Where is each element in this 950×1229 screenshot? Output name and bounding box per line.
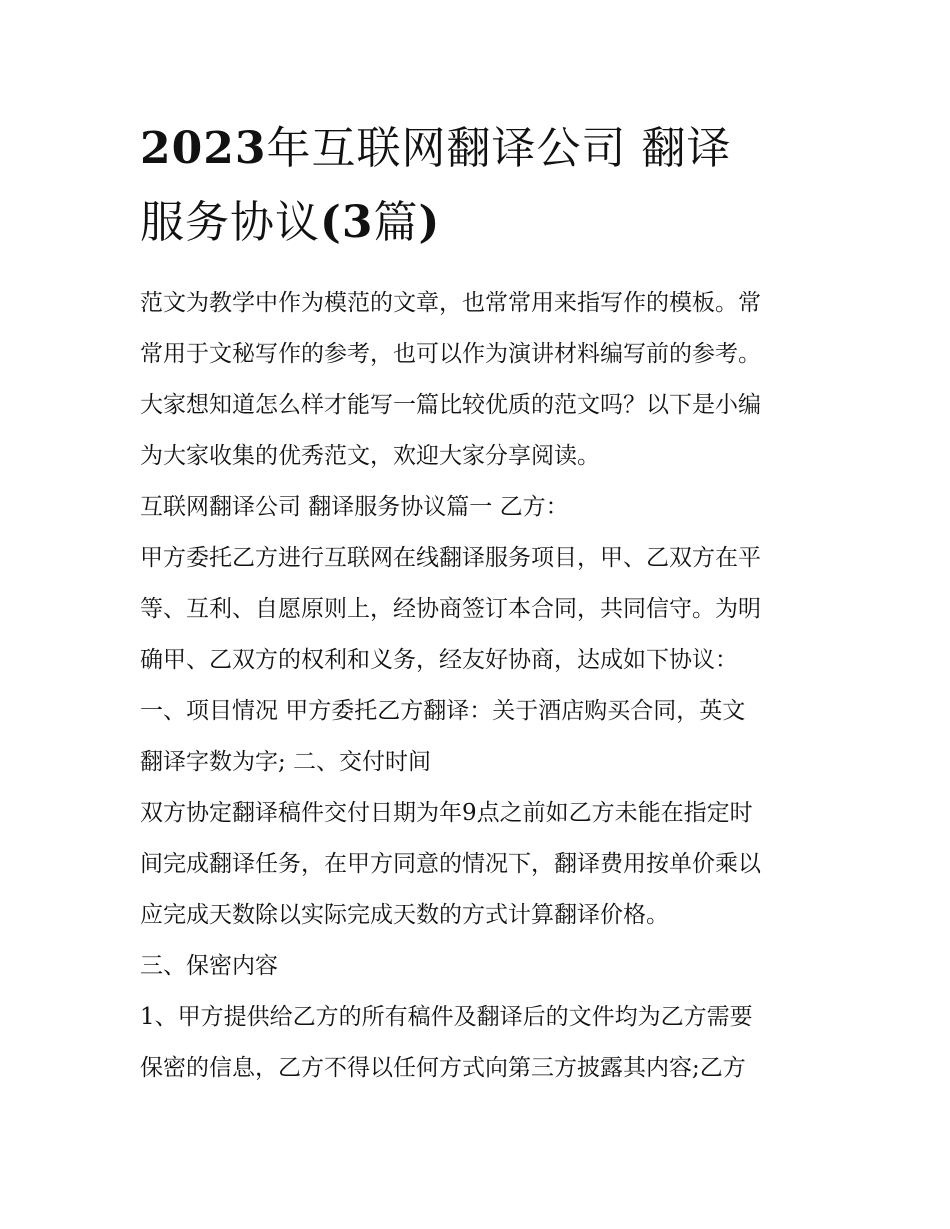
text-line: 三、保密内容	[140, 953, 278, 979]
body-paragraph	[140, 788, 820, 941]
section-heading	[140, 941, 820, 992]
text-line: 翻译字数为字; 二、交付时间	[140, 749, 432, 775]
text-line: 互联网翻译公司 翻译服务协议篇一 乙方：	[140, 494, 569, 520]
document-page	[140, 112, 820, 1094]
title-line: 服务协议(3篇)	[140, 197, 441, 248]
intro-paragraph	[140, 278, 820, 482]
text-line: 大家想知道怎么样才能写一篇比较优质的范文吗？以下是小编	[140, 392, 761, 418]
text-line: 确甲、乙双方的权利和义务，经友好协商，达成如下协议：	[140, 647, 738, 673]
text-line: 1、甲方提供给乙方的所有稿件及翻译后的文件均为乙方需要	[140, 1004, 753, 1030]
text-line: 应完成天数除以实际完成天数的方式计算翻译价格。	[140, 902, 669, 928]
document-title	[140, 112, 820, 260]
text-line: 保密的信息，乙方不得以任何方式向第三方披露其内容;乙方	[140, 1055, 746, 1081]
section-heading	[140, 482, 820, 533]
body-paragraph	[140, 533, 820, 686]
body-paragraph	[140, 992, 820, 1094]
text-line: 常用于文秘写作的参考，也可以作为演讲材料编写前的参考。	[140, 341, 761, 367]
text-line: 甲方委托乙方进行互联网在线翻译服务项目，甲、乙双方在平	[140, 545, 761, 571]
text-line: 为大家收集的优秀范文，欢迎大家分享阅读。	[140, 443, 600, 469]
text-line: 双方协定翻译稿件交付日期为年9点之前如乙方未能在指定时	[140, 800, 753, 826]
text-line: 范文为教学中作为模范的文章，也常常用来指写作的模板。常	[140, 290, 761, 316]
text-line: 一、项目情况 甲方委托乙方翻译：关于酒店购买合同，英文	[140, 698, 746, 724]
text-line: 等、互利、自愿原则上，经协商签订本合同，共同信守。为明	[140, 596, 761, 622]
text-line: 间完成翻译任务，在甲方同意的情况下，翻译费用按单价乘以	[140, 851, 761, 877]
body-paragraph	[140, 686, 820, 788]
title-line: 2023年互联网翻译公司 翻译	[140, 123, 732, 174]
